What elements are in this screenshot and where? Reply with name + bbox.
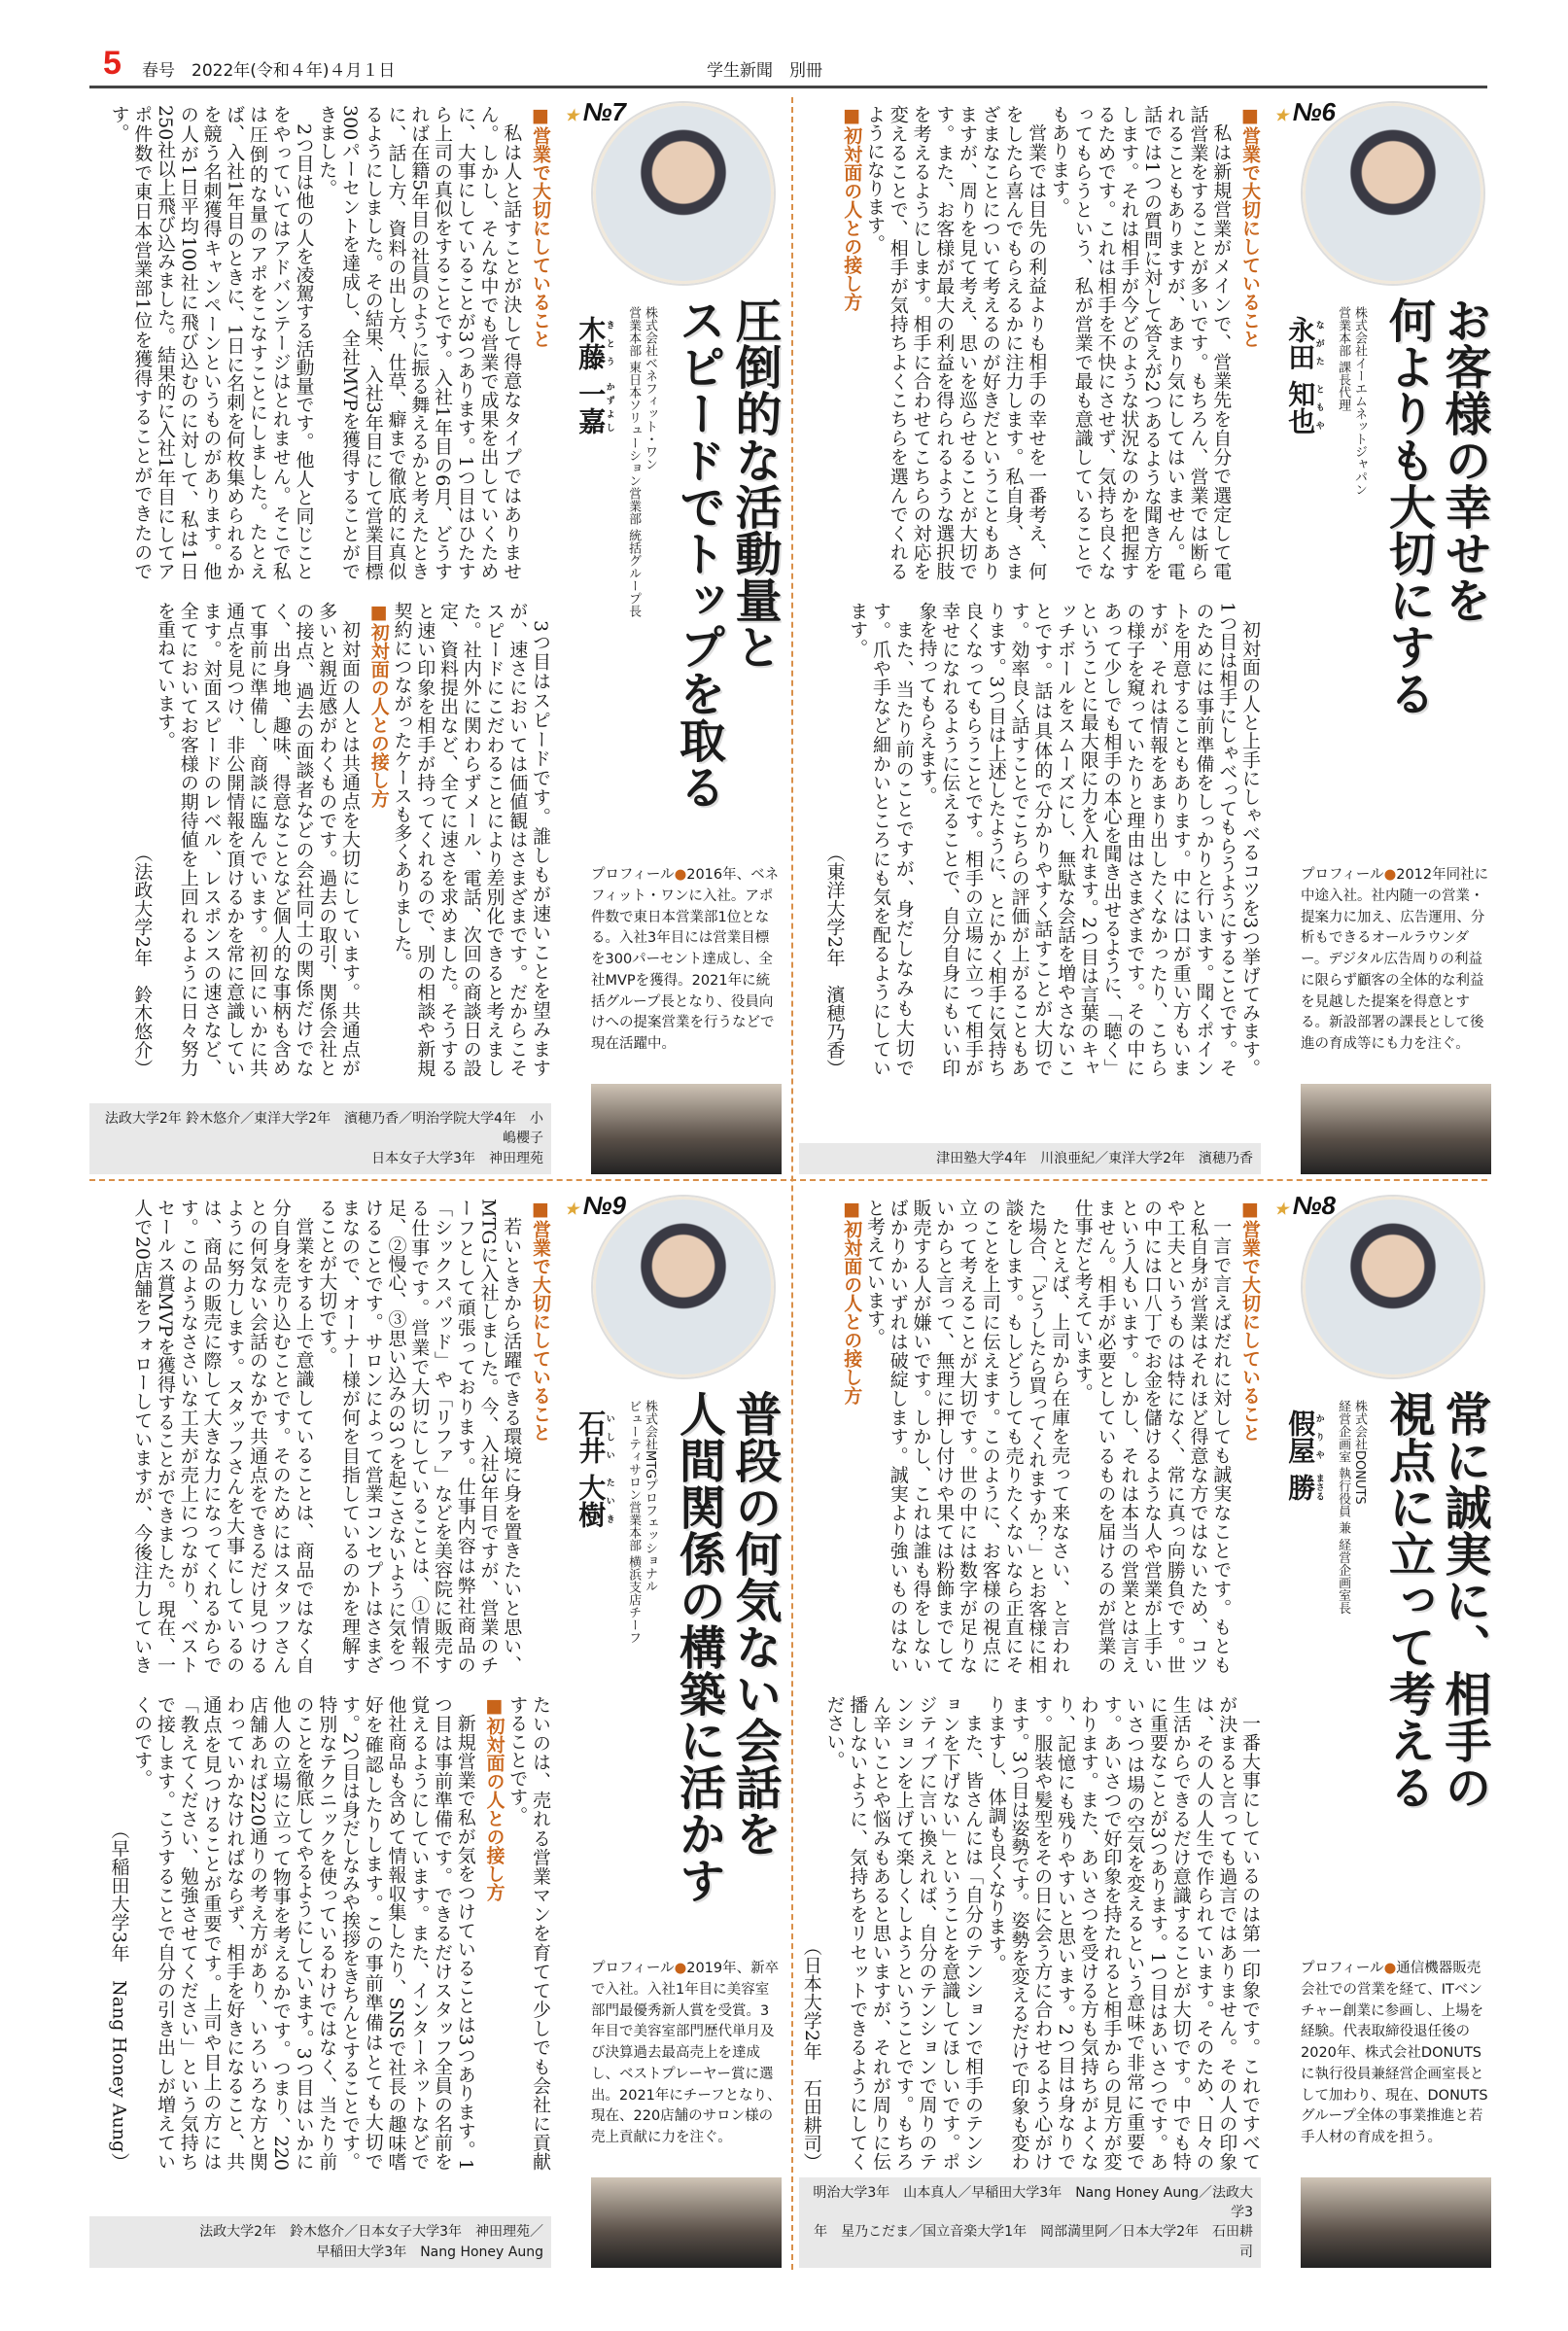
issue-date: 春号 2022年(令和４年)４月１日 [142, 61, 396, 81]
article-number-badge [1274, 97, 1336, 127]
interviewee [560, 1400, 657, 1944]
vertical-divider [791, 97, 793, 2270]
profile-label: プロフィール [1301, 1961, 1384, 1976]
name-reading: かずよし [604, 379, 614, 435]
paragraph: また、皆さんには「自分のテンションで相手のテンションを下げない」ということを意識してほしいです。ポジティブに言い換えれば、自分のテンションで周りのテンションを上げて楽しくしようということです。もちろん辛いことや悩みもあると思いますが、それが周りに伝播しないように、気持ちをリセットできるようにしてください。 [823, 1695, 984, 2171]
horizontal-divider [89, 1179, 1487, 1181]
headline: 普段の何気ない会話を 人間関係の構築に活かす [671, 1390, 782, 1903]
person-name [565, 316, 616, 851]
interviewee [1270, 306, 1367, 851]
paragraph: また、当たり前のことですが、身だしなみも大切です。爪や手など細かいところにも気を配るようにしています。 [847, 602, 915, 1077]
writer-credit: （東洋大学2年 濱穂乃香） [823, 843, 846, 1077]
name-part [1284, 316, 1324, 370]
article-number: №6 [1292, 97, 1336, 126]
photo-caption: 法政大学2年 鈴木悠介／日本女子大学3年 神田理苑／ 早稲田大学3年 Nang Honey Aung [89, 2216, 551, 2268]
paragraph: 一言で言えばだれに対しても誠実なことです。もともと私自身が営業はそれほど得意な方ではないため、コツや工夫というものは特になく、常に真っ向勝負です。世の中には口八丁でお金を儲けるような人や営業が上手いという人もいます。しかし、それは本当の営業とは言えません。相手が必要としているものを届けるのが営業の仕事だと考えています。 [1071, 1199, 1233, 1674]
profile-label: プロフィール [1301, 867, 1384, 883]
name-kanji: 木藤 [575, 316, 608, 370]
paper-title: 学生新聞 別冊 [707, 61, 822, 81]
company-name: 株式会社MTGプロフェッショナル [643, 1400, 657, 1593]
profile-text: 通信機器販売会社での営業を経て、ITベンチャー創業に参画し、上場を経験。代表取締役退任後の2020年、株式会社DONUTSに執行役員兼経営企画室長として加わり、現在、DONUTSグループ全体の事業推進と若手人材の育成を担う。 [1301, 1961, 1488, 2145]
paragraph: たとえば、上司から在庫を売って来なさい、と言われた場合、「どうしたら買ってくれますか？」とお客様に相談をします。もしどうしても売りたくないなら正直にそのことを上司に伝えます。このように、お客様の視点に立って考えることが大切です。世の中には数字が足りないからと言って、無理に押し付けや果ては粉飾までして販売する人が嫌いです。しかし、これは誰も得をしないばかりかいずれは破綻します。誠実より強いものはないと考えています。 [864, 1199, 1070, 1675]
section-heading: ■初対面の人との接し方 [367, 602, 390, 808]
department-title: ビューティサロン営業本部 横浜支店チーフ [626, 1400, 642, 1645]
star-icon: ★ [564, 108, 583, 124]
name-part [575, 379, 614, 435]
name-reading: たいき [604, 1473, 614, 1528]
article-number: №9 [582, 1191, 626, 1220]
profile-text: 2019年、新卒で入社。入社1年目に美容室部門最優秀新人賞を受賞。3年目で美容室部門歴代単月及び決算過去最高売上を達成し、ベストプレーヤー賞に選出。2021年にチーフとなり、現在、220店舗のサロン様の売上貢献に力を注ぐ。 [591, 1961, 782, 2145]
group-photo [591, 1084, 782, 1174]
group-photo [1301, 1084, 1491, 1174]
paragraph: 若いときから活躍できる環境に身を置きたいと思い、MTGに入社しました。今、入社3年目ですが、営業のチーフとして頑張っております。仕事内容は弊社商品の「シックスパッド」や「リファ」などを美容院に販売する仕事です。営業で大切にしていることは、①情報不足、②慢心、③思い込みの3つを起こさないように気をつけることです。サロンによって営業コンセプトはさまざまなので、オーナー様が何を目指しているのかを理解することが大切です。 [316, 1199, 523, 1675]
person-name [1274, 1409, 1326, 1944]
article-no6 [799, 97, 1491, 1174]
name-kanji: 一嘉 [575, 379, 608, 435]
article-body [799, 1199, 1261, 2171]
photo-caption: 法政大学2年 鈴木悠介／東洋大学2年 濱穂乃香／明治学院大学4年 小嶋櫻子 日本女子大学3年 神田理苑 [89, 1103, 551, 1174]
bullet-dot-icon: ● [1383, 867, 1397, 883]
company-name: 株式会社イーエムネットジャパン [1352, 306, 1367, 496]
portrait-photo [1303, 1197, 1483, 1377]
article-sidebar [1268, 1191, 1491, 2268]
name-part [575, 1409, 614, 1464]
article-number-badge [565, 1191, 626, 1221]
group-photo [591, 2177, 782, 2268]
page-header [89, 45, 1487, 88]
paragraph: 3つ目はスピードです。誰しもが速いことを望みますが、速さにおいては価値観はさまざまです。だからこそスピードにこだわることにより差別化できると考えました。社内外に関わらずメール、電話、次回の商談日の設定、資料提出など、全てに速さを求めました。そうすると速い印象を相手が持ってくれるので、別の相談や新規契約につながったケースも多くありました。 [391, 602, 551, 1077]
name-kanji: 永田 [1284, 316, 1317, 370]
paragraph: 営業では目先の利益よりも相手の幸せを一番考え、何をしたら喜んでもらえるかに注力します。私自身、さまざまなことについて考えるのが好きだということもありますが、周りを見て考え、思いを巡らせることが大切です。また、お客様が最大の利益を得られるような選択肢を考えるようにします。相手に合わせてこちらの対応を変えることで、相手が気持ちよくこちらを選んでくれるようになります。 [864, 105, 1048, 581]
paragraph: 私は人と話すことが決して得意なタイプではありません。しかし、そんな中でも営業で成果を出していくために、大事にしていることが3つあります。1つ目はひたすら上司の真似をすることです。入社1年目の6月、どうすれば在籍5年目の社員のように振る舞えるかと考えたときに、話し方、資料の出し方、仕草、癖まで徹底的に真似るようにしました。その結果、入社3年目にして営業目標300パーセントを達成し、全社MVPを獲得することができました。 [316, 105, 523, 580]
portrait-photo [593, 1197, 774, 1377]
profile-box [591, 1959, 782, 2149]
department-title: 営業本部 東日本ソリューション営業部 統括グループ長 [626, 306, 642, 618]
name-part [575, 1473, 614, 1528]
group-photo [1301, 2177, 1491, 2268]
portrait-photo [593, 103, 774, 284]
article-number: №7 [582, 97, 626, 126]
interviewee [1270, 1400, 1367, 1944]
name-part [1284, 379, 1324, 435]
article-sidebar [1268, 97, 1491, 1174]
photo-caption: 津田塾大学4年 川浪亜紀／東洋大学2年 濱穂乃香 [799, 1143, 1261, 1174]
portrait-photo [1303, 103, 1483, 284]
page-number: 5 [103, 45, 122, 82]
star-icon: ★ [1273, 108, 1293, 124]
article-no8 [799, 1191, 1491, 2268]
profile-text: 2012年同社に中途入社。社内随一の営業・提案力に加え、広告運用、分析もできるオールラウンダー。デジタル広告周りの利益に限らず顧客の全体的な利益を見越した提案を得意とする。新設部署の課長として後進の育成等にも力を注ぐ。 [1301, 867, 1489, 1052]
paragraph: 新規営業で私が気をつけていることは3つあります。1つ目は事前準備です。できるだけスタッフ全員の名前を覚えるようにしています。また、インターネットなどで他社商品も含めて情報収集したり、SNSで社長の趣味嗜好を確認したりします。この事前準備はとても大切です。2つ目は身だしなみや挨拶をきちんとすることです。特別なテクニックを使っているわけではなく、当たり前のことを徹底してやるようにしています。3つ目はいかに他人の立場に立って物事を考えるかです。つまり、220店舗あれば220通りの考え方があり、いろいろな方と関わっていかなければならず、相手を好きになること、共通点を見つけることが重要です。上司や目上の方には「教えてください、勉強させてください」という気持ちで接します。こうすることで自分の引き出しが増えていくのです。 [131, 1695, 476, 2171]
star-icon: ★ [564, 1201, 583, 1218]
department-title: 経営企画室 執行役員 兼 経営企画室長 [1336, 1400, 1351, 1615]
name-kanji: 勝 [1284, 1473, 1317, 1501]
department-title: 営業本部 課長代理 [1336, 306, 1351, 412]
interviewee [560, 306, 657, 851]
photo-caption: 明治大学3年 山本真人／早稲田大学3年 Nang Honey Aung／法政大学3 年 星乃こだま／国立音楽大学1年 岡部満里阿／日本大学2年 石田耕司 [799, 2177, 1261, 2268]
name-part [1284, 1473, 1324, 1501]
article-no9 [89, 1191, 782, 2268]
name-kanji: 石井 [575, 1409, 608, 1464]
article-sidebar [558, 97, 782, 1174]
article-number: №8 [1292, 1191, 1336, 1220]
profile-box [1301, 865, 1491, 1056]
headline: 常に誠実に、相手の 視点に立って考える [1380, 1390, 1491, 1810]
article-no7 [89, 97, 782, 1174]
star-icon: ★ [1273, 1201, 1293, 1218]
paragraph: 一番大事にしているのは第一印象です。これですべてが決まると言っても過言ではありません。その人の印象は、その人の人生で作られています。そのため、日々の生活からできるだけ意識することが大切です。中でも特に重要なことが3つあります。1つ目はあいさつです。あいさつは場の空気を変えるという意味で非常に重要です。あいさつで好印象を持たれると相手からの見方が変わります。また、あいさつを受ける方も気持ちがよくなり、記憶にも残りやすいと思います。2つ目は身なりです。服装や髪型をその日に会う方に合わせるよう心がけます。3つ目は姿勢です。姿勢を変えるだけで印象も変わりますし、体調も良くなります。 [985, 1695, 1261, 2171]
paragraph: 2つ目は他の人を凌駕する活動量です。他人と同じことをやっていてはアドバンテージはとれません。そこで私は圧倒的な量のアポをこなすことにしました。たとえば、入社1年目のときに、1日に名刺を何枚集められるかを競う名刺獲得キャンペーンというものがあります。他の人が1日平均100社に飛び込むのに対して、私は1日250社以上飛び込みました。結果的に入社1年目にしてアポ件数で東日本営業部1位を獲得することができたのです。 [108, 105, 315, 580]
section-heading: ■初対面の人との接し方 [841, 1199, 863, 1405]
name-kanji: 大樹 [575, 1473, 608, 1528]
name-reading: ともや [1313, 379, 1324, 435]
writer-credit: （早稲田大学3年 Nang Honey Aung） [108, 1820, 130, 2171]
writer-credit: （日本大学2年 石田耕司） [800, 1936, 822, 2171]
article-number-badge [1274, 1191, 1336, 1221]
article-sidebar [558, 1191, 782, 2268]
headline: お客様の幸せを 何よりも大切にする [1380, 296, 1491, 716]
name-reading: きとう [604, 316, 614, 370]
name-reading: まさる [1313, 1473, 1324, 1501]
section-heading: ■営業で大切にしていること [530, 105, 551, 348]
paragraph: 初対面の人とは共通点を大切にしています。共通点が多いと親近感がわくものです。過去の取引、関係会社との接点、過去の面談者などの会社同士の関係だけでなく、出身地、趣味、得意なことなど個人的な事柄も含めて事前に準備し、商談に臨んでいます。初回にいかに共通点を見つけ、非公開情報を頂けるかを常に意識しています。対面スピードのレベル、レスポンスの速さなど、全てにおいてお客様の期待値を上回れるように日々努力を重ねています。 [155, 602, 361, 1077]
article-number-badge [565, 97, 626, 127]
bullet-dot-icon: ● [1383, 1961, 1397, 1976]
headline: 圧倒的な活動量と スピードでトップを取る [671, 296, 782, 810]
paragraph: 私は新規営業がメインで、営業先を自分で選定して電話営業をすることが多いです。もちろん、営業では断られることもありますが、あまり気にしてはいません。電話では1つの質問に対して答えが2つあるような聞き方をします。それは相手が今どのような状況なのかを把握するためです。これは相手を不快にさせず、気持ち良くなってもらうという、私が営業で最も意識していることでもあります。 [1049, 105, 1233, 580]
profile-box [1301, 1959, 1491, 2149]
section-heading: ■営業で大切にしていること [1239, 105, 1261, 348]
section-heading: ■営業で大切にしていること [530, 1199, 551, 1442]
profile-label: プロフィール [591, 1961, 675, 1976]
name-part [575, 316, 614, 370]
name-kanji: 知也 [1284, 379, 1317, 435]
person-name [1274, 316, 1326, 851]
person-name [565, 1409, 616, 1944]
section-heading: ■初対面の人との接し方 [841, 105, 863, 311]
paragraph: 営業をする上で意識していることは、商品ではなく自分自身を売り込むことです。そのためにはスタッフさんとの何気ない会話のなかで共通点をできるだけ見つけるように努力します。スタッフさんを大事にしているのは、商品の販売に際して大きな力になってくれるからです。このようなささいな工夫が売上につながり、ベストセールス賞MVPを獲得することができました。現在、一人で20店舗をフォローしていますが、今後注力していきたいのは、売れる営業マンを育てて少しでも会社に貢献することです。 [131, 1199, 551, 2171]
section-heading: ■初対面の人との接し方 [483, 1695, 505, 1901]
bullet-dot-icon: ● [674, 1961, 687, 1976]
bullet-dot-icon: ● [674, 867, 687, 883]
writer-credit: （法政大学2年 鈴木悠介） [131, 843, 154, 1077]
profile-box [591, 865, 782, 1056]
name-kanji: 假屋 [1284, 1409, 1317, 1464]
name-reading: かりや [1313, 1409, 1324, 1464]
company-name: 株式会社ベネフィット・ワン [643, 306, 657, 470]
name-part [1284, 1409, 1324, 1464]
company-name: 株式会社DONUTS [1352, 1400, 1367, 1505]
section-heading: ■営業で大切にしていること [1239, 1199, 1261, 1442]
name-reading: いしい [604, 1409, 614, 1464]
article-body [89, 1199, 551, 2171]
profile-text: 2016年、ベネフィット・ワンに入社。アポ件数で東日本営業部1位となる。入社3年目には営業目標を300パーセント達成し、全社MVPを獲得。2021年に統括グループ長となり、役員向けへの提案営業を行うなどで現在活躍中。 [591, 867, 780, 1052]
paragraph: 初対面の人と上手にしゃべるコツを3つ挙げてみます。1つ目は相手にしゃべってもらうようにすることです。そのためには事前準備をしっかりと行います。聞くポイントを用意することもあります。中には口が重い方もいますが、それは情報をあまり出したくなかったり、こちらの様子を窺っていたりと理由はさまざまです。その中にあって少しでも相手の本心を聞き出せるように、「聴く」ということに最大限に力を入れます。2つ目は言葉のキャッチボールをスムーズにし、無駄な会話を増やさないことです。話は具体的で分かりやすく話すことが大切です。効率良く話すことでこちらの評価が上がることもあります。3つ目は上述したように、とにかく相手に気持ち良くなってもらうことです。相手の立場に立って相手が幸せになれるように伝えることで、自分自身にもいい印象を持ってもらえます。 [916, 602, 1261, 1077]
profile-label: プロフィール [591, 867, 675, 883]
article-body [89, 105, 551, 1077]
name-reading: ながた [1313, 316, 1324, 370]
article-body [799, 105, 1261, 1077]
